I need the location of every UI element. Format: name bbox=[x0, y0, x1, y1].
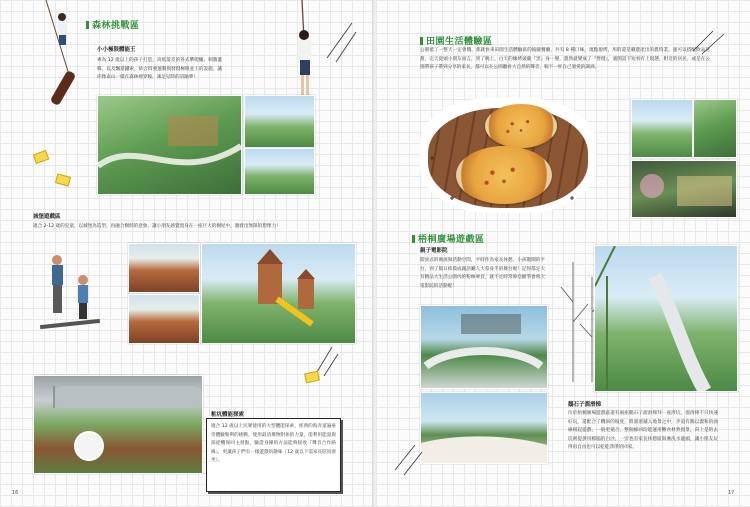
castle-slide-photo bbox=[128, 243, 200, 293]
family-eating-photo bbox=[693, 99, 737, 158]
forest-subtitle: 小小極限體能王 bbox=[97, 47, 136, 53]
sand-pit-photo bbox=[420, 392, 548, 464]
tunnel-subtitle: 粧坑體能探索 bbox=[211, 412, 245, 418]
stone-slide-photo bbox=[594, 245, 738, 392]
pizza-photo bbox=[420, 98, 596, 213]
plaza-body: 開放式的廣演與活動空間，平時作為家長休憩、小孩散鬧的平台，到了假日結摸成親語廳人大草身手的舞台喔！記得都定大有精品大生活公園內的粉絲專頁，就不定時常節亞顯爭會飛天電影院的活動喔！ bbox=[420, 258, 545, 289]
tunnel-caption-box bbox=[206, 418, 341, 492]
plaza-title: 梧桐廣場遊戲區 bbox=[412, 232, 485, 245]
parent-child-photo bbox=[244, 148, 315, 195]
tape-decoration bbox=[33, 150, 50, 164]
forest-title: 森林挑戰區 bbox=[86, 18, 140, 31]
forest-body: 專為 12 歲以上的孩子打造，高低落差的各式攀爬繩、刺激蓋韓，以及飄還鐵索，結合四強運動與發現極限並王的設施，讓你像泰山一樣在森林裡穿梭，凍足兒時的冒險夢！ bbox=[97, 58, 222, 80]
page-number-right: 17 bbox=[728, 490, 735, 496]
castle-subtitle: 城堡遊戲區 bbox=[33, 214, 61, 220]
forest-park-aerial-photo bbox=[97, 95, 242, 195]
climbing-frame-photo bbox=[244, 95, 315, 148]
tunnel-photo bbox=[33, 375, 203, 474]
castle-playground-photo bbox=[201, 243, 356, 344]
doodle-lines bbox=[322, 18, 362, 68]
farm-title: 田園生活體驗區 bbox=[420, 34, 493, 47]
plaza-subtitle: 親子電影院 bbox=[420, 248, 448, 254]
stone-body: 位於梧桐廣場遊戲區還有兩座鵝石子溜滑梯拜一座涉坑，溜滑梯不只快速好玩，還配合了機回的坡度，將溜滑鋪入地景之中，步道有鵝以濃和的曲線相起遊戲，一般更適合，整個綠回均能運用難食材然置景，向上是的去坑則提供用樟腦的白沙，一旁也有家長休憩區與淋洗水龍頭，讓小朋友玩得再自由也可以乾乾淨淨的回家。 bbox=[568, 411, 718, 450]
kids-balance-photo bbox=[35, 250, 103, 335]
right-page bbox=[376, 0, 750, 507]
page-number-left: 16 bbox=[12, 490, 19, 496]
doodle-lines bbox=[688, 26, 733, 56]
castle-body: 適合 2-12 歲的兒童，以城堡為造型，再融合樹洞的意象，讓小朋友感覺置身在一座巨大的樹屋中，激發出無限的想像力！ bbox=[33, 224, 281, 229]
farm-body: 公園抵了一整天一定會餓，那就快來田園生活體驗區的披薩餐廳，共有 8 種口味，現點現烤，用的還是職農產出的農特業。運可以搭配飲品送甜，完天從頭小朋友而言，到了晚上，白天的煉烤披薩『窯』身一變，農然就變成了『營燈』，適開設下短看有上現態，附近的居民，或是在公園帶孩子帶到分享的家長，都可以在公園聽看大自然的聲音，喘下一杯自己暑愛的調酒。 bbox=[420, 48, 710, 70]
stone-subtitle: 鵝石子溜滑梯 bbox=[568, 402, 602, 408]
tape-decoration bbox=[55, 173, 71, 186]
doodle-lines bbox=[390, 440, 430, 480]
left-page bbox=[0, 0, 374, 507]
restaurant-exterior-photo bbox=[631, 99, 693, 158]
tunnel-body: 適合 12 歲以上民眾使用的大型體能探索，經典的海奔道遍豪奇體驗勒利的挑戰，使用最清爆物附休的力量，能利用能量與探從機保回主發點，驗證身操的方法能夠接收『聲音合作路線』，更讓孩子們有一樣遊戲的趣味（12 歲以下需家長陪同滑坐）。 bbox=[211, 424, 336, 463]
restaurant-night-photo bbox=[631, 160, 737, 218]
plaza-amphitheater-photo bbox=[420, 305, 548, 389]
rope-swing-photo bbox=[38, 0, 98, 110]
castle-tower-photo bbox=[128, 294, 200, 344]
